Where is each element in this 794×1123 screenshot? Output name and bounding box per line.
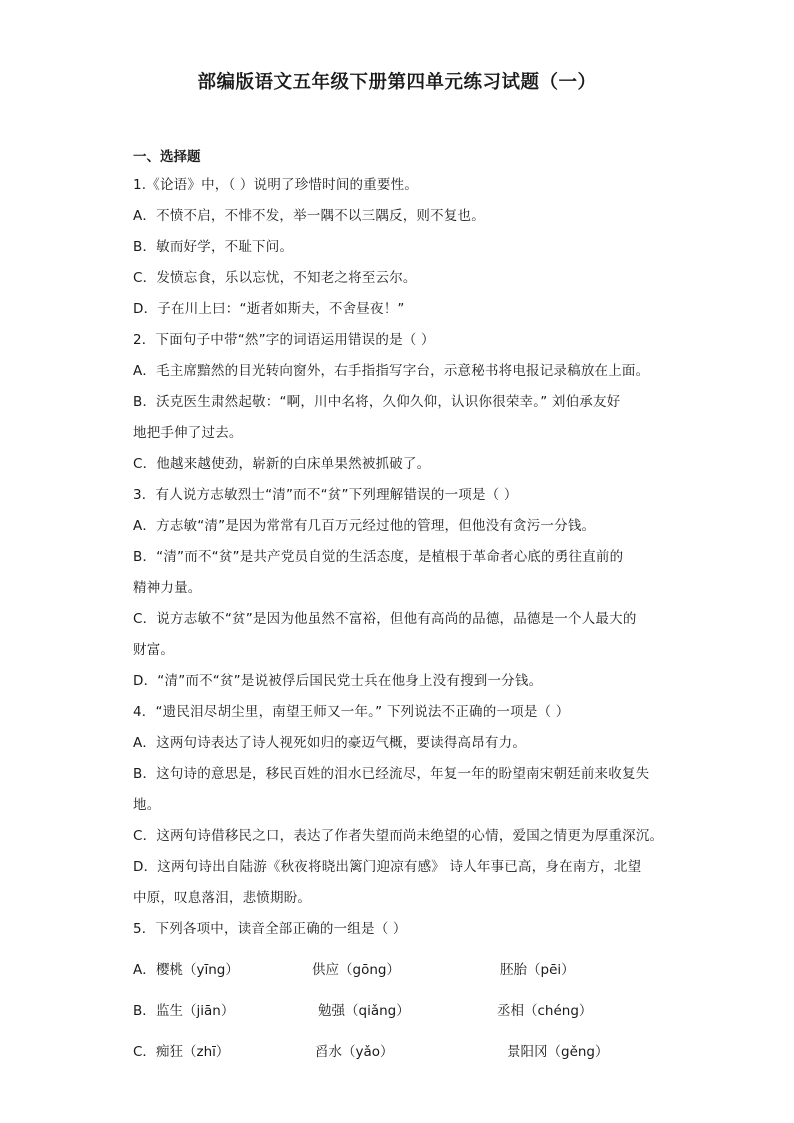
question-line: A．方志敏“清”是因为常常有几百万元经过他的管理，但他没有贪污一分钱。 (133, 518, 596, 534)
question-line: 3．有人说方志敏烈士“清”而不“贫”下列理解错误的一项是（ ） (133, 487, 518, 503)
question-line: A．毛主席黯然的目光转向窗外，右手指指写字台，示意秘书将电报记录稿放在上面。 (133, 363, 650, 379)
pinyin-item: 樱桃（yīng） (156, 962, 239, 978)
question-line: 4．“遗民泪尽胡尘里，南望王师又一年。” 下列说法不正确的一项是（ ） (133, 704, 570, 720)
question-line: 2．下面句子中带“然”字的词语运用错误的是（ ） (133, 332, 435, 348)
question-line: B．敏而好学，不耻下问。 (133, 239, 294, 255)
question-line: C．说方志敏不“贫”是因为他虽然不富裕，但他有高尚的品德，品德是一个人最大的 (133, 611, 637, 627)
question-line: C．他越来越使劲，崭新的白床单果然被抓破了。 (133, 456, 431, 472)
question-line: 地把手伸了过去。 (133, 425, 243, 441)
question-line: A．这两句诗表达了诗人视死如归的豪迈气概，要读得高昂有力。 (133, 735, 527, 751)
question-line: B．这句诗的意思是，移民百姓的泪水已经流尽，年复一年的盼望南宋朝廷前来收复失 (133, 766, 650, 782)
question-line: 精神力量。 (133, 580, 202, 596)
pinyin-item: 监生（jiān） (156, 1003, 235, 1019)
section-heading: 一、选择题 (133, 149, 201, 165)
pinyin-item: 供应（gōng） (312, 962, 400, 978)
question-line: 5．下列各项中，读音全部正确的一组是（ ） (133, 921, 407, 937)
option-label: A． (133, 962, 156, 978)
question-line: B．沃克医生肃然起敬：“啊，川中名将，久仰久仰，认识你很荣幸。” 刘伯承友好 (133, 394, 621, 410)
pinyin-item: 勉强（qiǎng） (318, 1003, 410, 1019)
pinyin-item: 胚胎（pēi） (500, 962, 575, 978)
question-line: B．“清”而不“贫”是共产党员自觉的生活态度，是植根于革命者心底的勇往直前的 (133, 549, 624, 565)
question-line: C．这两句诗借移民之口，表达了作者失望而尚未绝望的心情，爱国之情更为厚重深沉。 (133, 828, 664, 844)
question-line: D．“清”而不“贫”是说被俘后国民党士兵在他身上没有搜到一分钱。 (133, 673, 543, 689)
question-line: C．发愤忘食，乐以忘忧，不知老之将至云尔。 (133, 270, 417, 286)
option-label: B． (133, 1003, 156, 1019)
question-line: 财富。 (133, 642, 175, 658)
question-line: D．子在川上曰：“逝者如斯夫，不舍昼夜！” (133, 301, 405, 317)
pinyin-item: 丞相（chéng） (497, 1003, 593, 1019)
pinyin-item: 景阳冈（gěng） (507, 1044, 609, 1060)
option-label: C． (133, 1044, 156, 1060)
question-line: 地。 (133, 797, 161, 813)
question-line: 中原，叹息落泪，悲愤期盼。 (133, 890, 312, 906)
pinyin-item: 舀水（yǎo） (315, 1044, 394, 1060)
question-line: A．不愤不启，不悱不发，举一隅不以三隅反，则不复也。 (133, 208, 485, 224)
page-title: 部编版语文五年级下册第四单元练习试题（一） (197, 72, 597, 93)
question-line: 1.《论语》中，（ ）说明了珍惜时间的重要性。 (133, 177, 419, 193)
question-line: D．这两句诗出自陆游《秋夜将晓出篱门迎凉有感》 诗人年事已高，身在南方，北望 (133, 859, 642, 875)
pinyin-item: 痴狂（zhī） (156, 1044, 230, 1060)
